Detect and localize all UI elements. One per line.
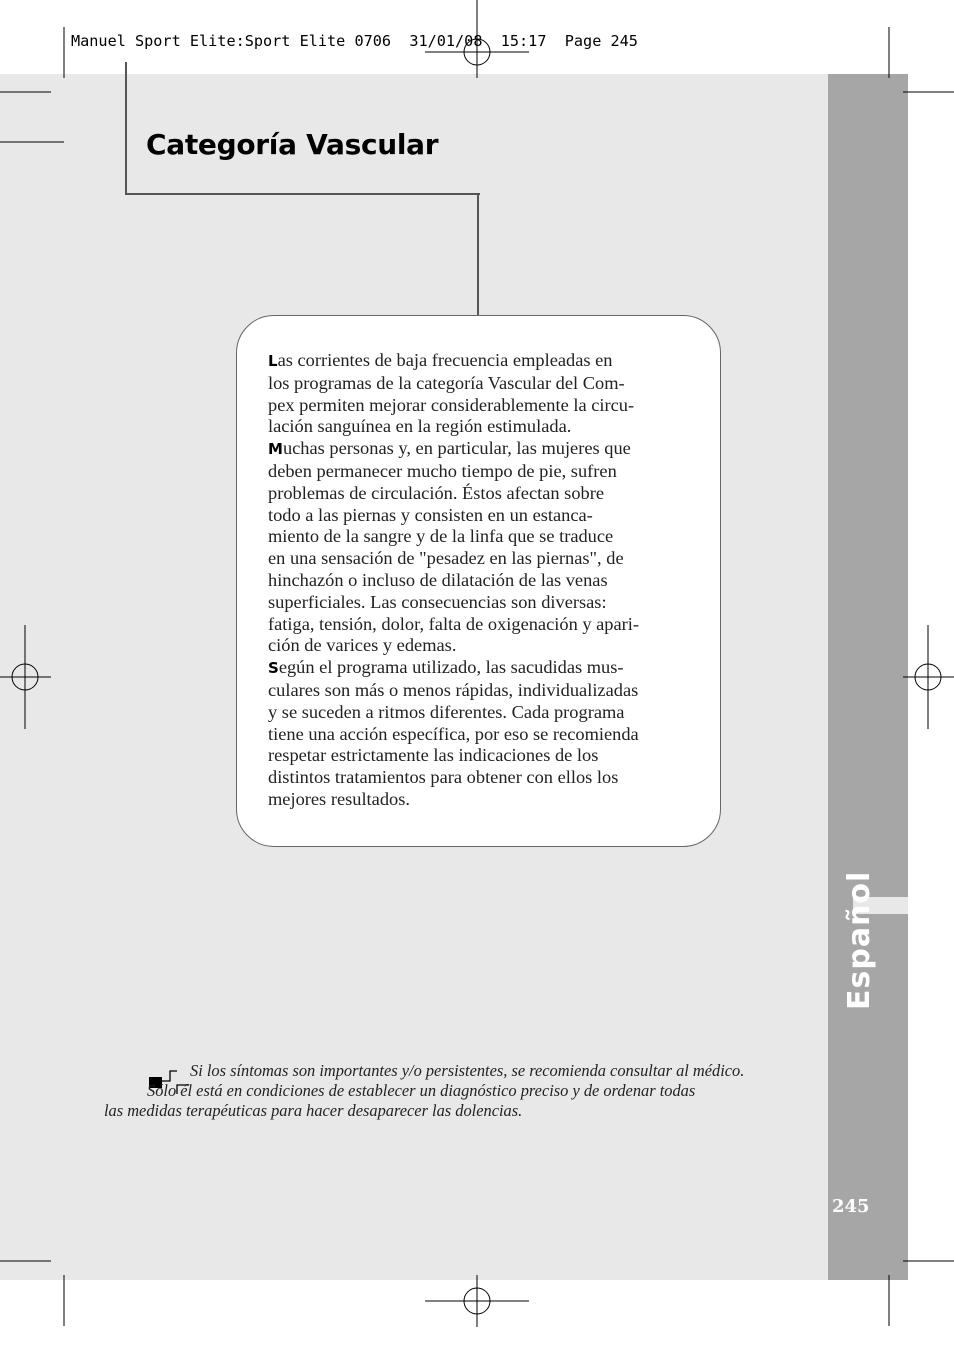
body-line: deben permanecer mucho tiempo de pie, sufren	[268, 460, 617, 481]
body-line: egún el programa utilizado, las sacudidas mus-	[278, 657, 624, 678]
note-line: Si los síntomas son importantes y/o persistentes, se recomienda consultar al médico.	[190, 1061, 745, 1080]
body-line: todo a las piernas y consisten en un estanca-	[268, 504, 593, 525]
paragraph-initial: L	[268, 352, 278, 370]
medical-note	[104, 1061, 817, 1120]
body-paragraph	[268, 350, 698, 438]
print-slug-header: Manuel Sport Elite:Sport Elite 0706 31/01/08 15:17 Page 245	[71, 32, 638, 50]
language-tab-label: Español	[842, 870, 877, 1010]
body-line: mejores resultados.	[268, 788, 410, 809]
body-line: superficiales. Las consecuencias son diversas:	[268, 591, 607, 612]
body-text-box	[236, 315, 721, 847]
body-line: distintos tratamientos para obtener con ellos los	[268, 767, 619, 788]
body-line: los programas de la categoría Vascular del Com-	[268, 372, 625, 393]
paragraph-initial: M	[268, 440, 283, 459]
body-line: as corrientes de baja frecuencia empleadas en	[277, 350, 613, 370]
body-line: problemas de circulación. Éstos afectan sobre	[268, 482, 605, 503]
note-line: Sólo él está en condiciones de establecer un diagnóstico preciso y de ordenar todas	[147, 1080, 696, 1100]
body-line: tiene una acción específica, por eso se recomienda	[268, 723, 639, 744]
body-line: y se suceden a ritmos diferentes. Cada programa	[268, 701, 625, 722]
body-line: uchas personas y, en particular, las mujeres que	[282, 438, 631, 459]
page-number: 245	[832, 1196, 870, 1217]
body-line: miento de la sangre y de la linfa que se traduce	[268, 526, 614, 547]
section-title: Categoría Vascular	[146, 128, 439, 161]
body-line: pex permiten mejorar considerablemente la circu-	[268, 394, 635, 415]
connector-line	[477, 193, 479, 315]
note-line: las medidas terapéuticas para hacer desaparecer las dolencias.	[104, 1100, 523, 1120]
body-line: en una sensación de "pesadez en las piernas", de	[268, 548, 624, 569]
body-line: hinchazón o incluso de dilatación de las venas	[268, 569, 608, 590]
language-side-tab	[828, 74, 908, 1280]
body-paragraph	[268, 438, 698, 657]
body-line: fatiga, tensión, dolor, falta de oxigenación y apari-	[268, 613, 640, 634]
body-paragraph	[268, 657, 698, 811]
body-line: lación sanguínea en la región estimulada.	[268, 416, 572, 437]
body-line: respetar estrictamente las indicaciones de los	[268, 745, 599, 766]
body-line: ción de varices y edemas.	[268, 635, 457, 656]
body-line: culares son más o menos rápidas, individualizadas	[268, 679, 639, 700]
paragraph-initial: S	[268, 659, 279, 678]
